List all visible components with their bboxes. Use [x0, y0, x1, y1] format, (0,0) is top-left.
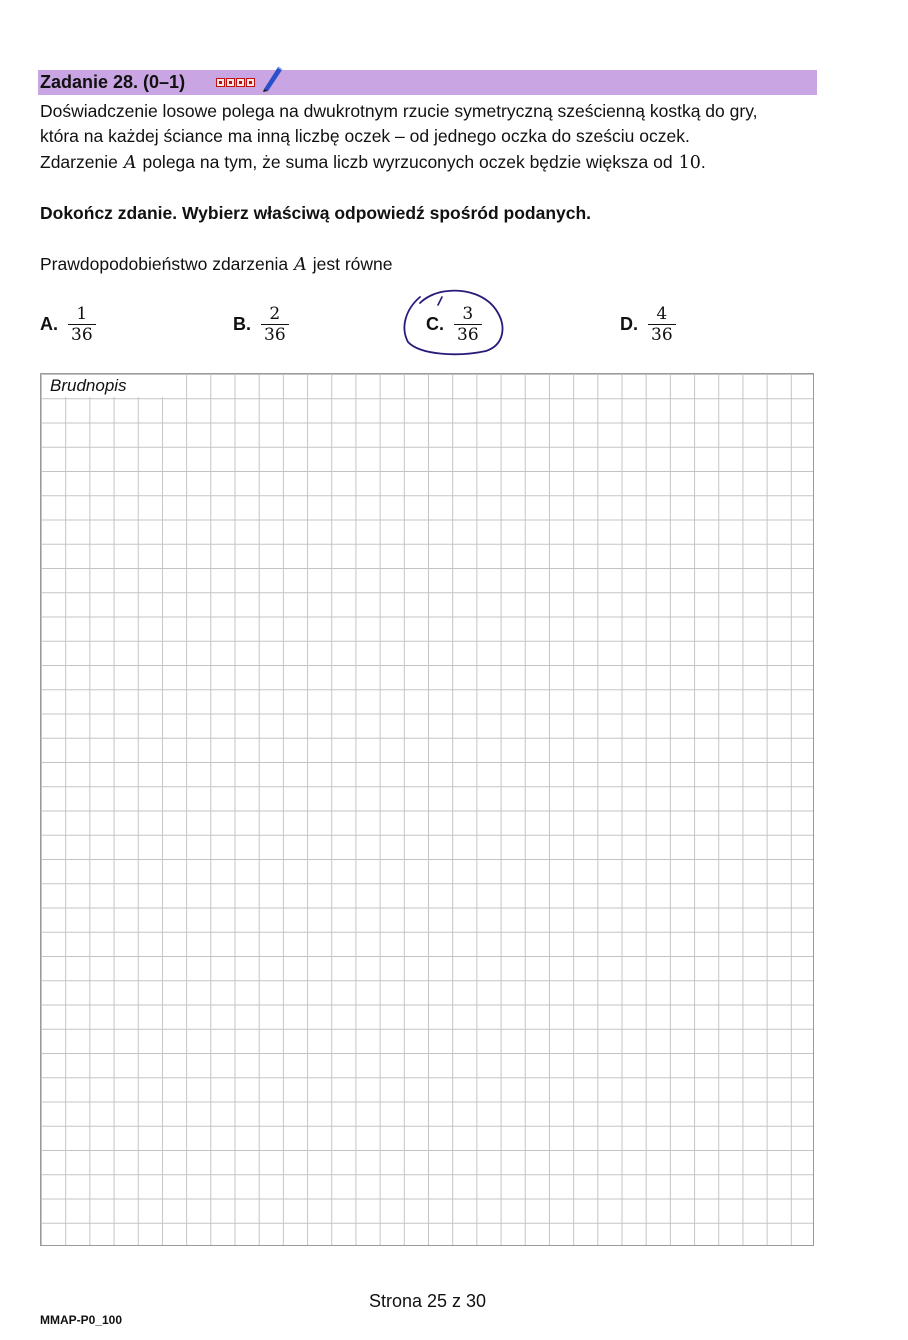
question-lead: Prawdopodobieństwo zdarzenia	[40, 254, 289, 274]
skill-box-icon	[226, 78, 235, 87]
document-code: MMAP-P0_100	[40, 1313, 123, 1327]
task-title: Zadanie 28. (0–1)	[40, 72, 186, 92]
fraction-numerator: 1	[76, 304, 88, 324]
intro-text: Zdarzenie	[40, 152, 118, 172]
option-b[interactable]	[233, 304, 289, 345]
page-number: Strona 25 z 30	[368, 1291, 487, 1311]
fraction-numerator: 2	[269, 304, 281, 324]
instruction: Dokończ zdanie. Wybierz właściwą odpowiedź spośród podanych.	[40, 203, 592, 223]
option-a[interactable]	[40, 304, 96, 345]
fraction-numerator: 4	[656, 304, 668, 324]
fraction-numerator: 3	[462, 304, 474, 324]
pen-icon	[260, 64, 284, 92]
option-d[interactable]	[620, 304, 676, 345]
question-text	[40, 251, 392, 278]
option-fraction	[648, 304, 676, 345]
option-letter: B.	[233, 314, 251, 334]
option-fraction	[261, 304, 289, 345]
skill-box-icon	[236, 78, 245, 87]
threshold-number: 10	[678, 153, 701, 173]
fraction-denominator: 36	[68, 324, 96, 345]
scratch-label: Brudnopis	[42, 375, 168, 397]
skill-box-icon	[246, 78, 255, 87]
skill-icons	[216, 76, 255, 89]
skill-box-icon	[216, 78, 225, 87]
option-letter: A.	[40, 314, 58, 334]
event-variable: A	[123, 153, 137, 173]
answer-circle-mark	[398, 287, 508, 359]
option-fraction	[68, 304, 96, 345]
task-header	[38, 70, 817, 95]
intro-line-3	[40, 149, 706, 176]
intro-line-2: która na każdej ściance ma inną liczbę oczek – od jednego oczka do sześciu oczek.	[40, 126, 690, 146]
fraction-denominator: 36	[261, 324, 289, 345]
intro-period: .	[700, 152, 706, 172]
question-tail: jest równe	[312, 254, 393, 274]
option-letter: C.	[426, 314, 444, 334]
fraction-denominator: 36	[454, 324, 482, 345]
fraction-denominator: 36	[648, 324, 676, 345]
scratch-grid[interactable]	[40, 373, 814, 1246]
event-variable: A	[294, 255, 307, 275]
intro-text: polega na tym, że suma liczb wyrzuconych oczek będzie większa od	[142, 152, 673, 172]
intro-line-1: Doświadczenie losowe polega na dwukrotnym rzucie symetryczną sześcienną kostką do gry,	[40, 101, 758, 121]
option-letter: D.	[620, 314, 638, 334]
